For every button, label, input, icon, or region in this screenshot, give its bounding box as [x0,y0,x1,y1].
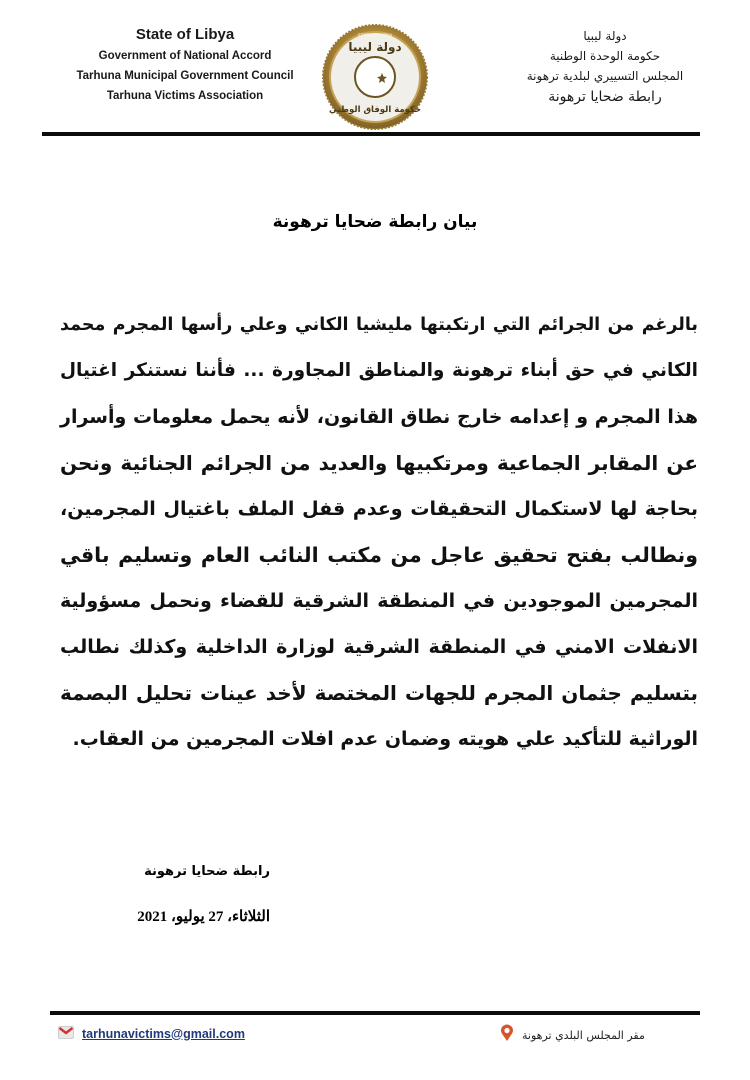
body-line: الانفلات الامني في المنطقة الشرقية لوزارة الداخلية وكذلك نطالب [60,636,698,658]
header-ar-government: حكومة الوحدة الوطنية [549,49,661,63]
body-line: بحاجة لها لاستكمال التحقيقات وعدم قفل الملف باغتيال المجرمين، [60,498,698,520]
body-line: هذا المجرم و إعدامه خارج نطاق القانون، لأنه يحمل معلومات وأسرار [60,406,698,428]
header-ar-council: المجلس التسييري لبلدية ترهونة [526,69,684,83]
seal-top-text: STATE OF LIBYA [357,34,393,39]
body-line: ونطالب بفتح تحقيق عاجل من مكتب النائب العام وتسليم باقي [60,543,698,567]
seal-arabic-top: دولة ليبيا [348,40,402,54]
header-english [60,24,310,106]
header-ar-country: دولة ليبيا [583,29,627,43]
body-line: الكاني في حق أبناء ترهونة والمناطق المجاورة ... فأننا نستنكر اغتيال [60,360,698,381]
seal-arabic-bottom: حكومة الوفاق الوطني [328,105,422,115]
map-pin-icon [500,1024,514,1046]
email-link[interactable]: tarhunavictims@gmail.com [82,1026,245,1041]
document-title: بيان رابطة ضحايا ترهونة [272,212,478,232]
document-date: الثلاثاء، 27 يوليو، 2021 [137,909,270,925]
gmail-icon [58,1024,74,1043]
header-arabic [480,26,730,108]
header-en-government: Government of National Accord [98,50,272,62]
government-seal-icon [320,22,430,132]
footer-email [58,1024,245,1043]
footer-address [500,1024,645,1046]
body-line: بالرغم من الجرائم التي ارتكبتها مليشيا الكاني وعلي رأسها المجرم محمد [60,315,698,335]
body-line: المجرمين الموجودين في المنطقة الشرقية للقضاء ونحمل مسؤولية [60,590,698,612]
header-en-country: State of Libya [135,26,235,43]
body-line: الوراثية للتأكيد علي هويته وضمان عدم افلات المجرمين من العقاب. [72,728,698,750]
header-en-association: Tarhuna Victims Association [106,90,264,102]
header-en-council: Tarhuna Municipal Government Council [76,70,294,82]
header-ar-association: رابطة ضحايا ترهونة [548,89,662,105]
address-text: مقر المجلس البلدي ترهونة [522,1028,645,1042]
signature: رابطة ضحايا ترهونة [144,864,270,879]
header-divider [42,132,700,136]
body-line: عن المقابر الجماعية ومرتكبيها والعديد من الجرائم الجنائية ونحن [60,451,698,475]
document-body [60,302,698,762]
body-line: بتسليم جثمان المجرم للجهات المختصة لأخد عينات تحليل البصمة [60,681,698,705]
footer-divider [50,1011,700,1015]
